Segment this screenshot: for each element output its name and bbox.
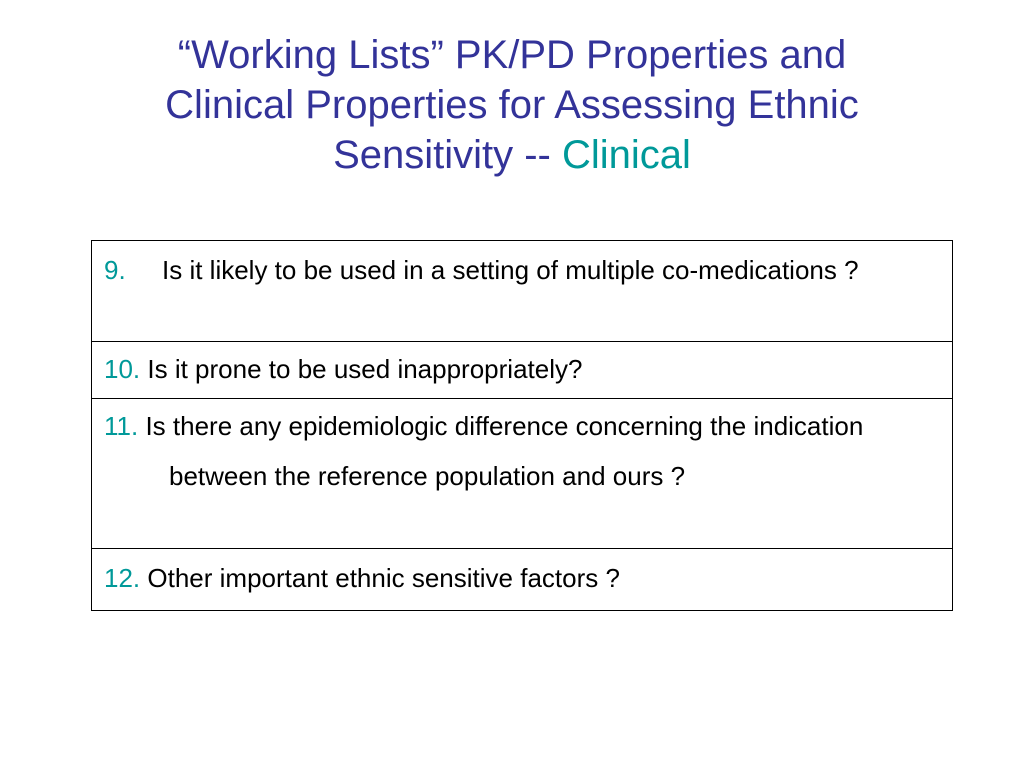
item-number: 10.	[104, 354, 141, 384]
title-line-3-main: Sensitivity --	[333, 133, 562, 177]
list-item	[104, 245, 942, 295]
table-row	[92, 399, 953, 549]
slide-title	[0, 30, 1024, 180]
list-item	[104, 553, 942, 603]
item-number: 11.	[104, 411, 139, 441]
item-text: Other important ethnic sensitive factors ?	[147, 563, 620, 593]
title-line-2: Clinical Properties for Assessing Ethnic	[165, 83, 859, 127]
question-table	[91, 240, 953, 611]
question-cell	[92, 342, 953, 399]
item-number: 12.	[104, 563, 141, 593]
list-item	[104, 401, 942, 501]
item-text: Is it prone to be used inappropriately?	[147, 354, 583, 384]
table-row	[92, 549, 953, 611]
item-text: Is it likely to be used in a setting of multiple co-medications ?	[162, 255, 859, 285]
question-cell	[92, 241, 953, 342]
title-accent: Clinical	[562, 133, 691, 177]
question-cell	[92, 549, 953, 611]
list-item	[104, 344, 942, 394]
table-row	[92, 342, 953, 399]
question-cell	[92, 399, 953, 549]
table-row	[92, 241, 953, 342]
item-number: 9.	[104, 255, 126, 285]
title-line-1: “Working Lists” PK/PD Properties and	[177, 33, 847, 77]
item-text: Is there any epidemiologic difference concerning the indication between the reference population and ours ?	[145, 411, 864, 491]
title-line-3	[0, 130, 1024, 180]
